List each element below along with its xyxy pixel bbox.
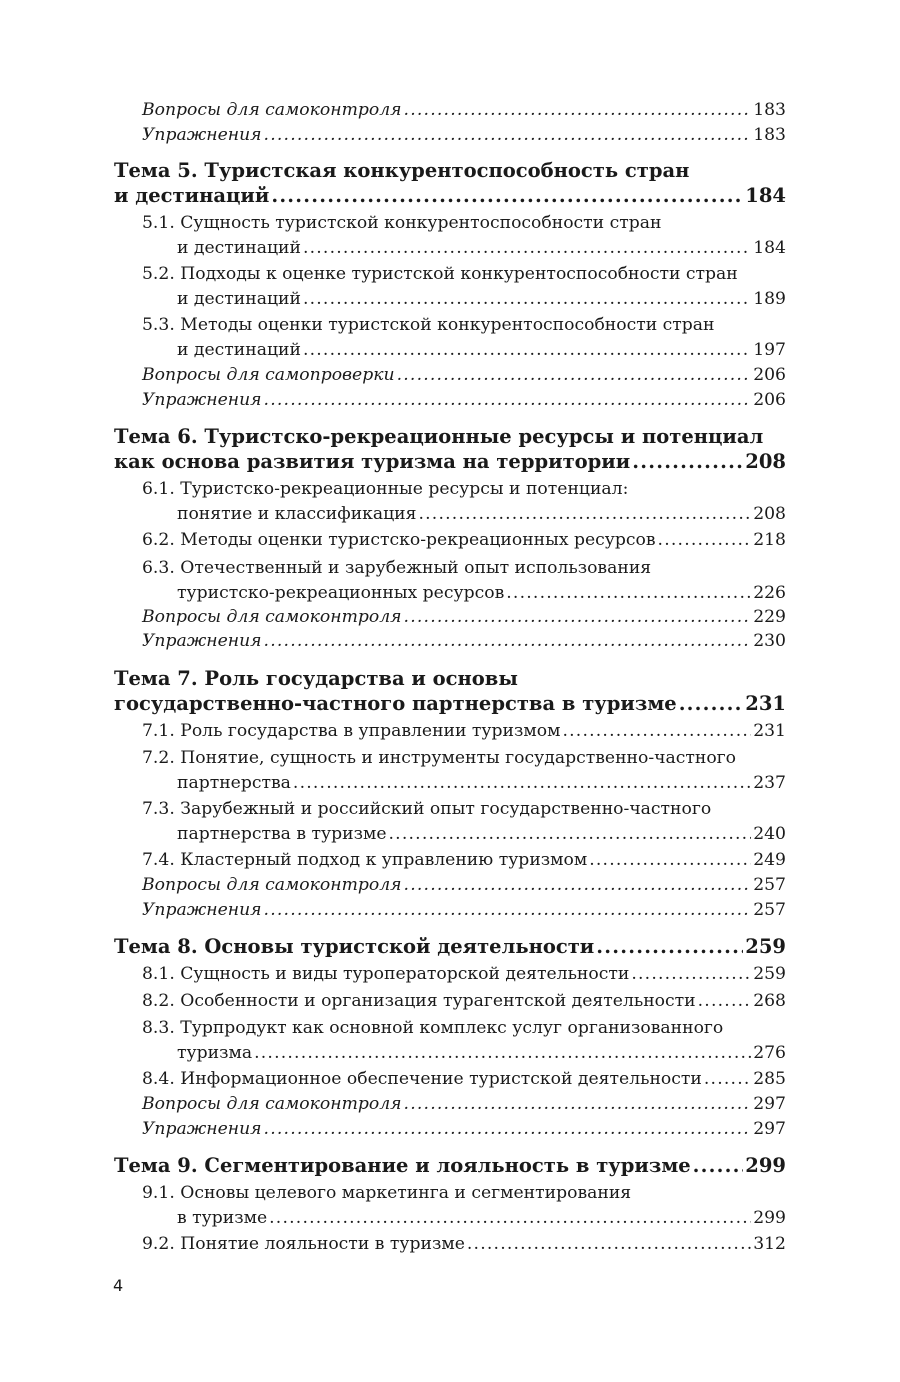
toc-entry-5-3[interactable]	[0, 315, 900, 340]
page-ref: 206	[753, 365, 786, 385]
entry-label: Упражнения	[142, 1119, 262, 1139]
entry-label: партнерства	[177, 773, 291, 793]
toc-entry-5-3-cont[interactable]	[0, 340, 900, 365]
entry-label: и дестинаций	[177, 340, 301, 360]
page-ref: 226	[753, 583, 786, 603]
heading-title-line-1: Тема 5. Туристская конкурентоспособность стран	[114, 159, 690, 182]
dot-leader	[404, 100, 752, 120]
entry-label: 6.2. Методы оценки туристско-рекреационных ресурсов	[142, 530, 656, 550]
entry-label: Вопросы для самоконтроля	[142, 100, 402, 120]
heading-title: Тема 9. Сегментирование и лояльность в туризме	[114, 1154, 691, 1177]
entry-label: 5.1. Сущность туристской конкурентоспособности стран	[142, 213, 662, 233]
dot-leader	[404, 607, 752, 627]
entry-label: понятие и классификация	[177, 504, 417, 524]
dot-leader	[264, 125, 752, 145]
page-ref: 237	[753, 773, 786, 793]
entry-label: 9.1. Основы целевого маркетинга и сегментирования	[142, 1183, 632, 1203]
toc-entry-7-3[interactable]	[0, 799, 900, 824]
entry-label: партнерства в туризме	[177, 824, 387, 844]
page-ref: 257	[753, 875, 786, 895]
dot-leader	[303, 340, 751, 360]
page-ref: 197	[753, 340, 786, 360]
toc-heading-topic-7[interactable]	[0, 667, 900, 695]
entry-label: 9.2. Понятие лояльности в туризме	[142, 1234, 465, 1254]
toc-entry-t7-exercises[interactable]	[0, 900, 900, 925]
toc-entry-9-1-cont[interactable]	[0, 1208, 900, 1233]
toc-entry-7-4[interactable]	[0, 850, 900, 875]
entry-label: 6.1. Туристско-рекреационные ресурсы и потенциал:	[142, 479, 629, 499]
page-ref: 208	[753, 504, 786, 524]
entry-label: 5.2. Подходы к оценке туристской конкурентоспособности стран	[142, 264, 738, 284]
toc-heading-topic-6-cont[interactable]	[0, 450, 900, 478]
page-ref: 231	[745, 692, 786, 715]
page-ref: 297	[753, 1094, 786, 1114]
entry-label: Вопросы для самопроверки	[142, 365, 395, 385]
page-ref: 229	[753, 607, 786, 627]
dot-leader	[506, 583, 751, 603]
entry-label: в туризме	[177, 1208, 268, 1228]
page-ref: 218	[753, 530, 786, 550]
toc-heading-topic-9[interactable]	[0, 1154, 900, 1182]
heading-title-line-2: государственно-частного партнерства в туризме	[114, 692, 677, 715]
dot-leader	[596, 935, 743, 958]
heading-title-line-1: Тема 7. Роль государства и основы	[114, 667, 518, 690]
entry-label: 7.2. Понятие, сущность и инструменты государственно-частного	[142, 748, 737, 768]
page-ref: 184	[753, 238, 786, 258]
entry-label: Вопросы для самоконтроля	[142, 1094, 402, 1114]
toc-entry-t7-questions[interactable]	[0, 875, 900, 900]
entry-label: 8.4. Информационное обеспечение туристской деятельности	[142, 1069, 702, 1089]
page-ref: 208	[745, 450, 786, 473]
dot-leader	[467, 1234, 751, 1254]
dot-leader	[693, 1154, 744, 1177]
page-ref: 268	[753, 991, 786, 1011]
dot-leader	[264, 1119, 752, 1139]
dot-leader	[589, 850, 751, 870]
heading-title: Тема 8. Основы туристской деятельности	[114, 935, 595, 958]
page-ref: 183	[753, 100, 786, 120]
page-ref: 259	[753, 964, 786, 984]
toc-entry-7-2[interactable]	[0, 748, 900, 773]
toc-entry-6-2[interactable]	[0, 530, 900, 555]
toc-entry-6-3-cont[interactable]	[0, 583, 900, 608]
entry-label: 5.3. Методы оценки туристской конкурентоспособности стран	[142, 315, 715, 335]
heading-title-line-2: и дестинаций	[114, 184, 270, 207]
toc-entry-7-3-cont[interactable]	[0, 824, 900, 849]
entry-label: Вопросы для самоконтроля	[142, 607, 402, 627]
dot-leader	[404, 1094, 752, 1114]
entry-label: Упражнения	[142, 125, 262, 145]
entry-label: 7.4. Кластерный подход к управлению туризмом	[142, 850, 588, 870]
dot-leader	[562, 721, 751, 741]
page-ref: 184	[745, 184, 786, 207]
entry-label: туристско-рекреационных ресурсов	[177, 583, 505, 603]
entry-label: Упражнения	[142, 900, 262, 920]
page-ref: 206	[753, 390, 786, 410]
dot-leader	[264, 631, 752, 651]
toc-entry-t8-exercises[interactable]	[0, 1119, 900, 1144]
dot-leader	[397, 365, 752, 385]
toc-entry-6-1[interactable]	[0, 479, 900, 504]
toc-entry-6-1-cont[interactable]	[0, 504, 900, 529]
dot-leader	[679, 692, 744, 715]
toc-entry-6-3[interactable]	[0, 558, 900, 583]
entry-label: 7.1. Роль государства в управлении туризмом	[142, 721, 561, 741]
toc-entry-8-4[interactable]	[0, 1069, 900, 1094]
entry-label: 7.3. Зарубежный и российский опыт государственно-частного	[142, 799, 712, 819]
page-ref: 259	[745, 935, 786, 958]
page-number: 4	[113, 1276, 124, 1295]
toc-entry-t5-exercises[interactable]	[0, 390, 900, 415]
toc-entry-t6-exercises[interactable]	[0, 631, 900, 656]
entry-label: туризма	[177, 1043, 253, 1063]
dot-leader	[269, 1208, 751, 1228]
toc-entry-8-2[interactable]	[0, 991, 900, 1016]
entry-label: 8.2. Особенности и организация турагентской деятельности	[142, 991, 696, 1011]
dot-leader	[704, 1069, 751, 1089]
entry-label: Упражнения	[142, 631, 262, 651]
entry-label: и дестинаций	[177, 238, 301, 258]
page-ref: 249	[753, 850, 786, 870]
toc-entry-t4-exercises[interactable]	[0, 125, 900, 150]
entry-label: Упражнения	[142, 390, 262, 410]
page-ref: 285	[753, 1069, 786, 1089]
page-ref: 240	[753, 824, 786, 844]
entry-label: 8.3. Турпродукт как основной комплекс услуг организованного	[142, 1018, 724, 1038]
dot-leader	[254, 1043, 751, 1063]
toc-heading-topic-8[interactable]	[0, 935, 900, 963]
toc-heading-topic-7-cont[interactable]	[0, 692, 900, 720]
page-ref: 230	[753, 631, 786, 651]
toc-entry-5-2-cont[interactable]	[0, 289, 900, 314]
page-ref: 189	[753, 289, 786, 309]
toc-heading-topic-6[interactable]	[0, 425, 900, 453]
dot-leader	[389, 824, 752, 844]
toc-entry-7-2-cont[interactable]	[0, 773, 900, 798]
dot-leader	[698, 991, 752, 1011]
dot-leader	[293, 773, 751, 793]
dot-leader	[264, 900, 752, 920]
dot-leader	[303, 289, 751, 309]
dot-leader	[418, 504, 751, 524]
dot-leader	[658, 530, 752, 550]
toc-entry-5-2[interactable]	[0, 264, 900, 289]
entry-label: 6.3. Отечественный и зарубежный опыт использования	[142, 558, 652, 578]
page-ref: 276	[753, 1043, 786, 1063]
toc-entry-7-1[interactable]	[0, 721, 900, 746]
page-ref: 297	[753, 1119, 786, 1139]
toc-entry-8-3[interactable]	[0, 1018, 900, 1043]
dot-leader	[404, 875, 752, 895]
dot-leader	[303, 238, 751, 258]
toc-entry-t6-questions[interactable]	[0, 607, 900, 632]
heading-title-line-2: как основа развития туризма на территории	[114, 450, 631, 473]
heading-title-line-1: Тема 6. Туристско-рекреационные ресурсы и потенциал	[114, 425, 764, 448]
page-ref: 312	[753, 1234, 786, 1254]
toc-entry-9-1[interactable]	[0, 1183, 900, 1208]
toc-entry-8-3-cont[interactable]	[0, 1043, 900, 1068]
dot-leader	[631, 964, 751, 984]
page-ref: 299	[753, 1208, 786, 1228]
toc-entry-9-2[interactable]	[0, 1234, 900, 1259]
entry-label: 8.1. Сущность и виды туроператорской деятельности	[142, 964, 630, 984]
toc-entry-t4-questions[interactable]	[0, 100, 900, 125]
page-ref: 257	[753, 900, 786, 920]
page-ref: 231	[753, 721, 786, 741]
dot-leader	[271, 184, 743, 207]
page-ref: 183	[753, 125, 786, 145]
toc-heading-topic-5[interactable]	[0, 159, 900, 187]
toc-entry-t8-questions[interactable]	[0, 1094, 900, 1119]
dot-leader	[632, 450, 743, 473]
toc-entry-5-1-cont[interactable]	[0, 238, 900, 263]
toc-entry-8-1[interactable]	[0, 964, 900, 989]
toc-entry-5-1[interactable]	[0, 213, 900, 238]
dot-leader	[264, 390, 752, 410]
entry-label: Вопросы для самоконтроля	[142, 875, 402, 895]
toc-heading-topic-5-cont[interactable]	[0, 184, 900, 212]
entry-label: и дестинаций	[177, 289, 301, 309]
page-ref: 299	[745, 1154, 786, 1177]
toc-entry-t5-questions[interactable]	[0, 365, 900, 390]
